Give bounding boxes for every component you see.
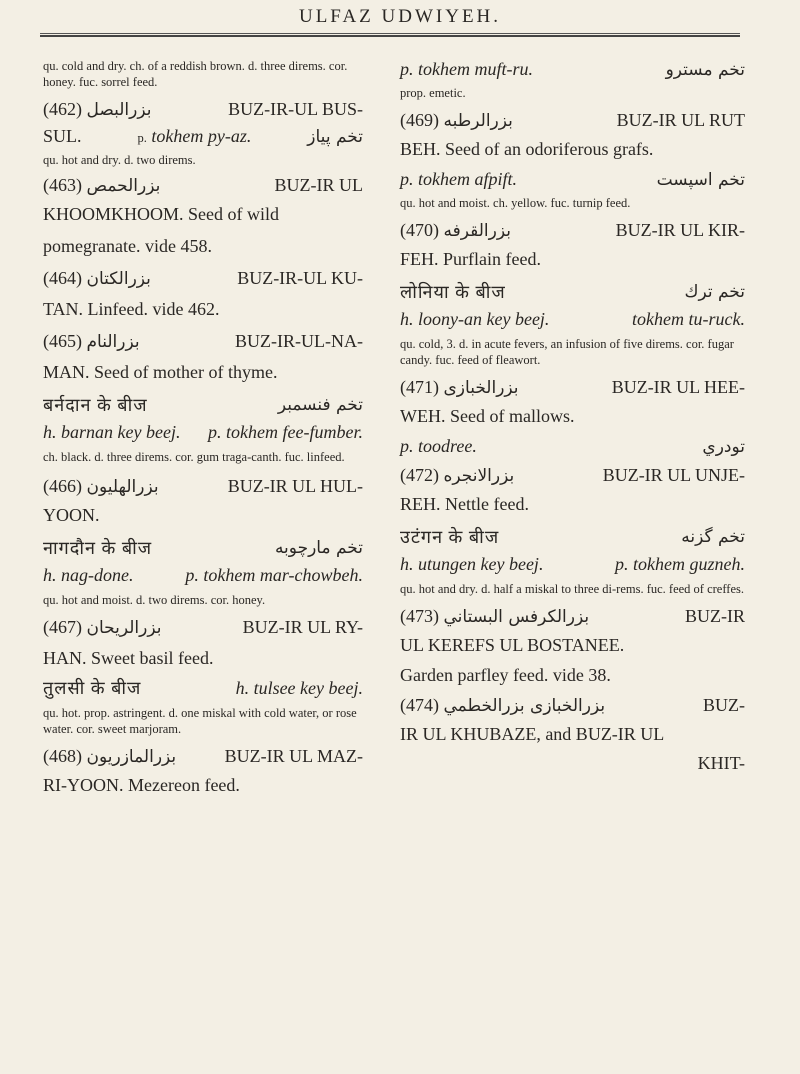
arabic-term: بزرالنام — [86, 332, 140, 352]
entry-462 — [43, 98, 363, 168]
entry-number: (462) — [43, 99, 82, 119]
entry-heading-cont: TAN. Linfeed. vide 462. — [43, 299, 220, 319]
catchword: KHIT- — [697, 753, 745, 773]
arabic-term: بزرالبصل — [86, 100, 152, 120]
entry-number: (468) — [43, 746, 82, 766]
entry-heading: BUZ-IR UL RY- — [242, 617, 363, 637]
entry-description: qu. hot. prop. astringent. d. one miskal with cold water, or rose water. cor. sweet marjoram. — [43, 706, 357, 736]
entry-heading-cont: IR UL KHUBAZE, and BUZ-IR UL — [400, 724, 665, 744]
arabic-term: بزرالهليون — [86, 477, 159, 497]
entry-heading: BUZ-IR-UL KU- — [237, 268, 363, 288]
arabic-term: بزرالخبازى بزرالخطمي — [443, 696, 606, 716]
entry-number: (469) — [400, 110, 439, 130]
arabic-term: بزرالكتان — [86, 269, 151, 289]
devanagari-term: लोनिया के बीज — [400, 282, 506, 302]
persian-script: تخم پياز — [307, 127, 363, 147]
entry-heading: BUZ-IR UL UNJE- — [602, 465, 745, 485]
entry-number: (472) — [400, 465, 439, 485]
entry-heading-cont: UL KEREFS UL BOSTANEE. — [400, 635, 625, 655]
hindi-name: h. loony-an key beej. — [400, 309, 550, 329]
entry-heading: BUZ-IR UL KIR- — [615, 220, 745, 240]
entry-heading: BUZ-IR UL HEE- — [611, 377, 745, 397]
arabic-term: بزرالرطبه — [443, 111, 513, 131]
entry-heading: BUZ-IR UL MAZ- — [224, 746, 363, 766]
entry-number: (464) — [43, 268, 82, 288]
hindi-name: h. barnan key beej. — [43, 422, 181, 442]
arabic-term: بزرالانجره — [443, 466, 515, 486]
persian-name: p. tokhem muft-ru. — [400, 59, 533, 79]
entry-heading: BUZ-IR UL HUL- — [227, 476, 363, 496]
entry-description: qu. hot and dry. d. two direms. — [43, 153, 196, 167]
entry-description: qu. hot and moist. d. two direms. cor. honey. — [43, 593, 266, 607]
header-rule — [40, 33, 740, 37]
entry-number: (465) — [43, 331, 82, 351]
persian-script: تخم مارچوبه — [274, 538, 363, 558]
arabic-term: بزرالريحان — [86, 618, 162, 638]
page-header: ULFAZ UDWIYEH. — [298, 6, 502, 27]
entry-heading: BUZ-IR UL — [274, 175, 363, 195]
hindi-name: h. nag-done. — [43, 565, 134, 585]
entry-466 — [43, 475, 363, 608]
entry-461-continued: qu. cold and dry. ch. of a reddish brown. d. three direms. cor. honey. fuc. sorrel feed. — [43, 59, 348, 89]
persian-name: p. tokhem afpift. — [400, 169, 517, 189]
entry-heading-cont2: Garden parfley feed. vide 38. — [400, 665, 611, 685]
property-note: prop. emetic. — [400, 86, 466, 100]
entry-description: qu. cold, 3. d. in acute fevers, an infusion of five direms. cor. fugar candy. fuc. feed of fleawort. — [400, 337, 734, 367]
entry-heading-cont: BEH. Seed of an odoriferous grafs. — [400, 139, 654, 159]
devanagari-term: उटंगन के बीज — [400, 527, 500, 547]
persian-script: تخم اسپست — [656, 170, 745, 190]
entry-heading-cont2: pomegranate. vide 458. — [43, 236, 212, 256]
persian-name: p. tokhem mar-chowbeh. — [185, 565, 363, 585]
entry-number: (466) — [43, 476, 82, 496]
entry-heading-cont: WEH. Seed of mallows. — [400, 406, 575, 426]
entry-473 — [400, 605, 745, 686]
entry-469 — [400, 109, 745, 211]
persian-name: tokhem tu-ruck. — [632, 309, 745, 329]
entry-472 — [400, 464, 745, 597]
entry-474 — [400, 694, 745, 774]
entry-heading-cont: HAN. Sweet basil feed. — [43, 648, 214, 668]
entry-heading-cont: SUL. — [43, 126, 82, 146]
entry-number: (473) — [400, 606, 439, 626]
entry-number: (474) — [400, 695, 439, 715]
persian-script: تخم گزنه — [681, 527, 745, 547]
persian-script: تخم مسترو — [665, 60, 745, 80]
entry-heading: BUZ-IR UL RUT — [616, 110, 745, 130]
entry-464 — [43, 267, 363, 320]
entry-heading-cont: KHOOMKHOOM. Seed of wild — [43, 204, 279, 224]
devanagari-term: नागदौन के बीज — [43, 538, 153, 558]
hindi-name: h. utungen key beej. — [400, 554, 544, 574]
persian-name: p. tokhem fee-fumber. — [208, 422, 363, 442]
arabic-term: بزرالحمص — [86, 176, 161, 196]
arabic-term: بزرالقرفه — [443, 221, 511, 241]
persian-script: تودري — [702, 437, 745, 457]
entry-468-continued — [400, 58, 745, 101]
entry-470 — [400, 219, 745, 368]
entry-471 — [400, 376, 745, 458]
entry-467 — [43, 616, 363, 737]
arabic-term: بزرالمازريون — [86, 747, 177, 767]
entry-465 — [43, 330, 363, 465]
entry-number: (470) — [400, 220, 439, 240]
arabic-term: بزرالكرفس البستاني — [443, 607, 590, 627]
entry-heading-cont: FEH. Purflain feed. — [400, 249, 541, 269]
persian-script: تخم ترك — [684, 282, 745, 302]
right-column — [400, 58, 745, 774]
devanagari-term: तुलसी के बीज — [43, 678, 142, 698]
persian-label: p. — [137, 131, 147, 145]
entry-heading-cont: YOON. — [43, 505, 100, 525]
devanagari-term: बर्नदान के बीज — [43, 395, 148, 415]
entry-number: (471) — [400, 377, 439, 397]
entry-number: (463) — [43, 175, 82, 195]
persian-name: tokhem py-az. — [151, 126, 252, 146]
entry-463 — [43, 174, 363, 257]
persian-name: p. toodree. — [400, 436, 477, 456]
entry-heading: BUZ-IR-UL-NA- — [235, 331, 363, 351]
entry-heading-cont: RI-YOON. Mezereon feed. — [43, 775, 240, 795]
entry-number: (467) — [43, 617, 82, 637]
hindi-name: h. tulsee key beej. — [235, 678, 363, 698]
entry-heading: BUZ-IR — [685, 606, 745, 626]
entry-heading: BUZ- — [703, 695, 745, 715]
entry-description: qu. hot and dry. d. half a miskal to three di-rems. fuc. feed of creffes. — [400, 582, 744, 596]
entry-heading: BUZ-IR-UL BUS- — [228, 99, 363, 119]
entry-description: qu. hot and moist. ch. yellow. fuc. turnip feed. — [400, 196, 631, 210]
entry-468 — [43, 745, 363, 796]
arabic-term: بزرالخبازى — [443, 378, 519, 398]
entry-description: ch. black. d. three direms. cor. gum traga-canth. fuc. linfeed. — [43, 450, 345, 464]
entry-heading-cont: REH. Nettle feed. — [400, 494, 529, 514]
persian-script: تخم فنسمبر — [277, 395, 363, 415]
left-column — [43, 58, 363, 796]
persian-name: p. tokhem guzneh. — [615, 554, 745, 574]
entry-heading-cont: MAN. Seed of mother of thyme. — [43, 362, 278, 382]
